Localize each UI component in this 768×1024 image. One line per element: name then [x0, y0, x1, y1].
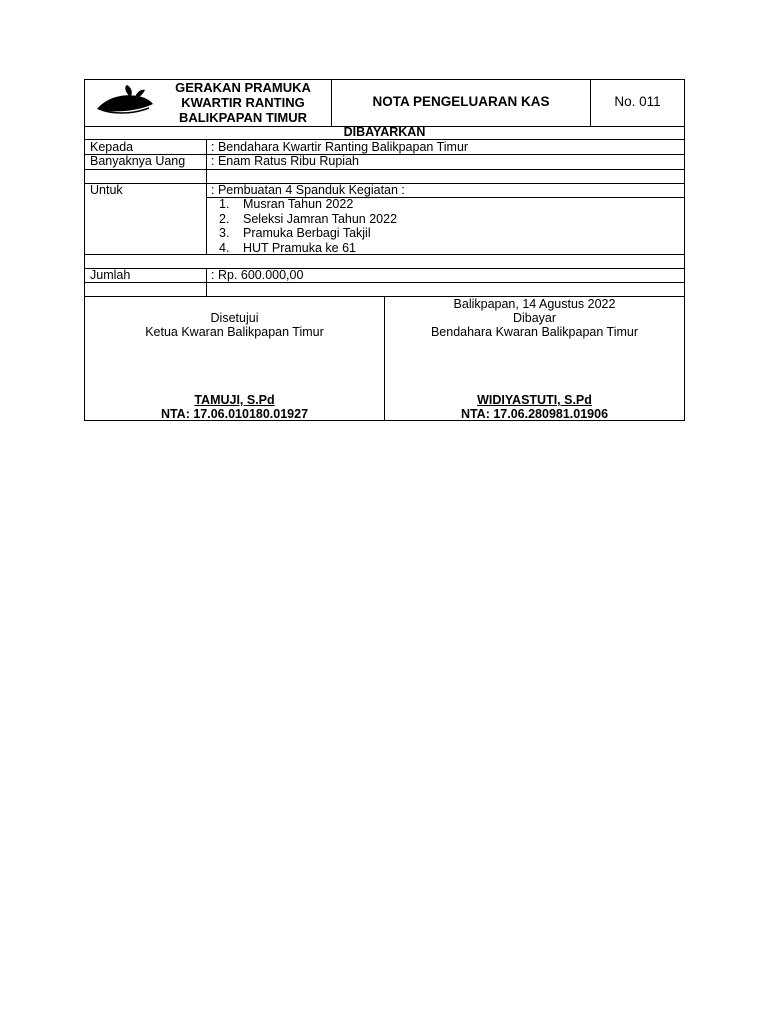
recipient-value: : Bendahara Kwartir Ranting Balikpapan Timur	[211, 140, 469, 154]
place-date: Balikpapan, 14 Agustus 2022	[453, 297, 616, 311]
list-item-text: Seleksi Jamran Tahun 2022	[243, 211, 398, 226]
list-item	[219, 212, 397, 227]
payment-caption: Dibayar	[512, 311, 557, 325]
organization-name	[155, 80, 331, 125]
recipient-label: Kepada	[90, 140, 134, 154]
list-item-number: 4.	[219, 240, 230, 255]
document-number: No. 011	[614, 94, 661, 109]
list-item-text: Musran Tahun 2022	[243, 197, 354, 211]
payer-title: Bendahara Kwaran Balikpapan Timur	[430, 325, 639, 339]
purpose-list	[219, 197, 397, 255]
payer-name: WIDIYASTUTI, S.Pd	[477, 393, 592, 407]
payer-signature-block	[385, 296, 684, 420]
total-value: : Rp. 600.000,00	[211, 268, 304, 282]
approver-name: TAMUJI, S.Pd	[194, 393, 275, 407]
cash-expenditure-note	[84, 79, 685, 421]
list-item	[219, 197, 397, 212]
approval-caption: Disetujui	[210, 311, 259, 325]
pramuka-tunas-kelapa-logo-icon	[91, 84, 155, 120]
list-item	[219, 241, 397, 256]
list-item-number: 1.	[219, 197, 230, 211]
list-item-number: 2.	[219, 211, 230, 226]
amount-words-label: Banyaknya Uang	[90, 154, 186, 168]
amount-words-value: : Enam Ratus Ribu Rupiah	[211, 154, 359, 168]
approver-title: Ketua Kwaran Balikpapan Timur	[145, 325, 324, 339]
section-title: DIBAYARKAN	[343, 125, 426, 139]
header-row	[85, 80, 684, 126]
org-line-3: BALIKPAPAN TIMUR	[178, 110, 308, 125]
list-item-text: HUT Pramuka ke 61	[243, 240, 357, 255]
org-line-2: KWARTIR RANTING	[181, 95, 305, 110]
purpose-label: Untuk	[90, 183, 123, 197]
payer-nta: NTA: 17.06.280981.01906	[460, 407, 609, 421]
approver-nta: NTA: 17.06.010180.01927	[160, 407, 309, 421]
document-title: NOTA PENGELUARAN KAS	[372, 94, 550, 109]
logo	[91, 84, 155, 120]
list-item	[219, 226, 397, 241]
list-item-number: 3.	[219, 226, 230, 240]
org-line-1: GERAKAN PRAMUKA	[175, 80, 311, 95]
list-item-text: Pramuka Berbagi Takjil	[243, 226, 371, 240]
total-label: Jumlah	[90, 268, 131, 282]
purpose-value: : Pembuatan 4 Spanduk Kegiatan :	[211, 183, 405, 197]
approver-signature-block	[85, 296, 384, 420]
